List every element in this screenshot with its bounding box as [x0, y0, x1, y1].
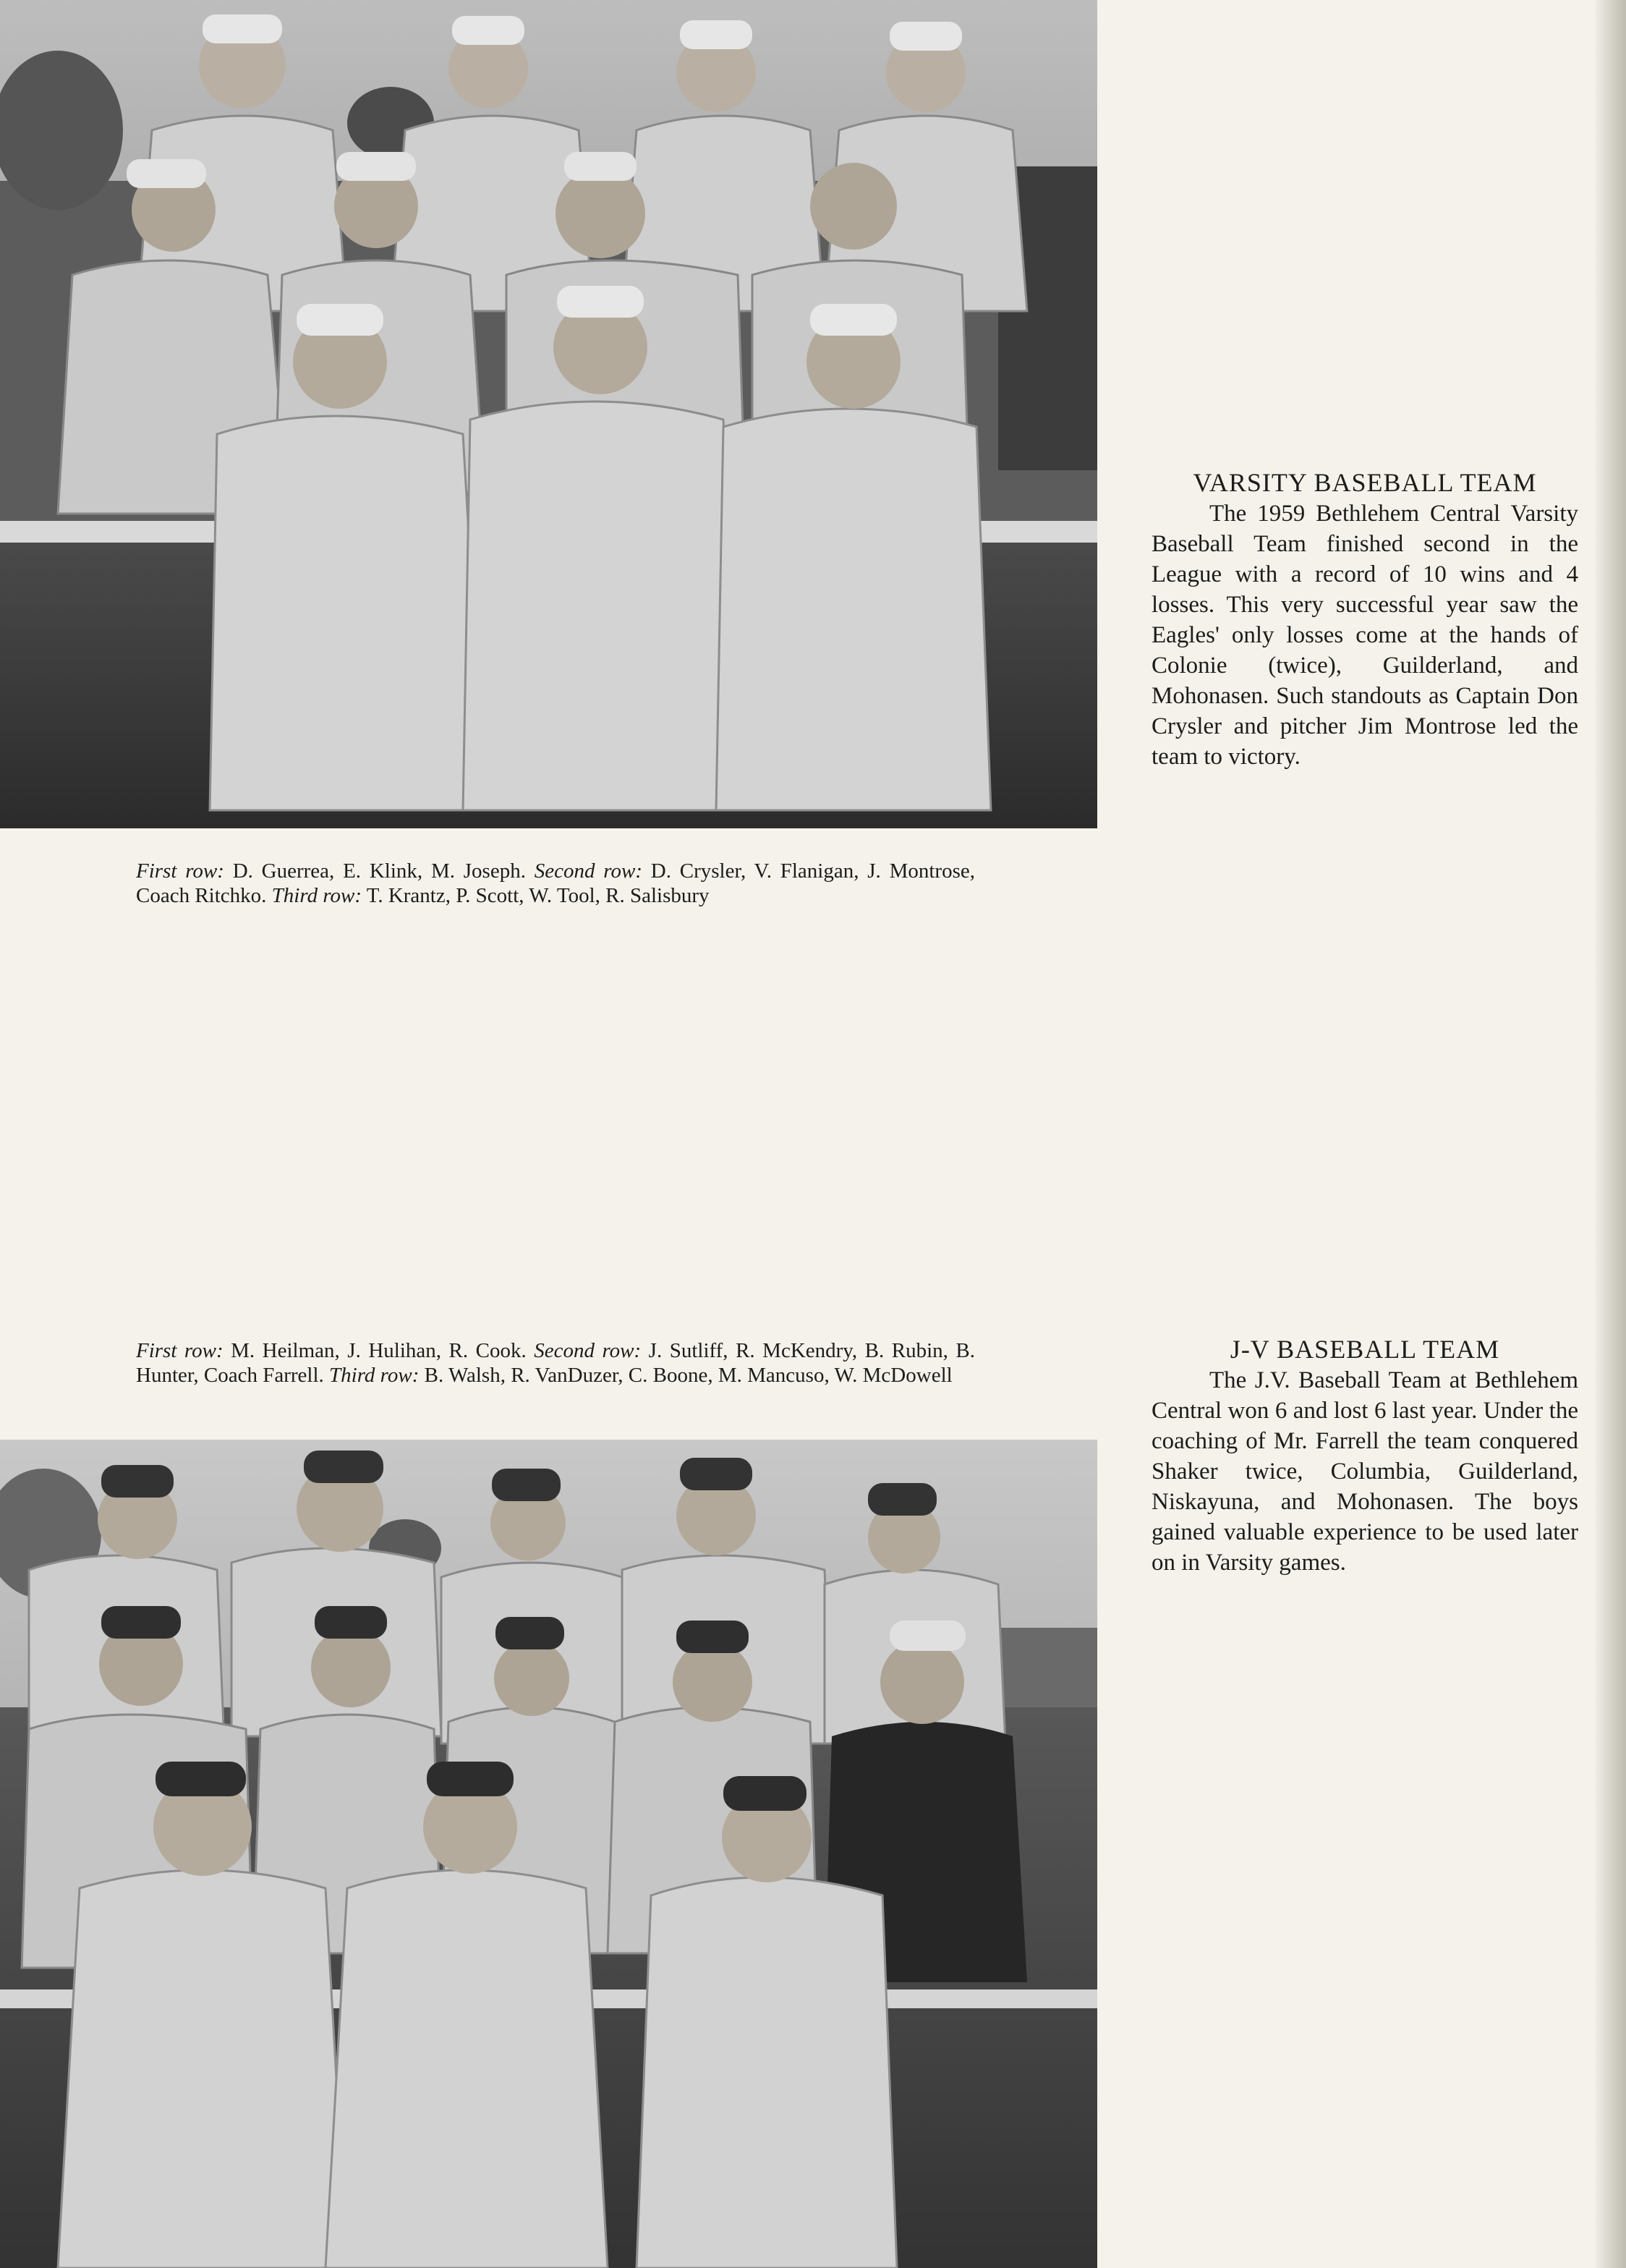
page-gutter-shadow [1596, 0, 1626, 2268]
caption-row-label: Second row: [534, 1339, 642, 1362]
jv-article [1152, 1333, 1578, 1578]
jv-heading: J-V BASEBALL TEAM [1230, 1335, 1500, 1364]
jv-team-photo [0, 1440, 1097, 2268]
caption-row-label: Second row: [534, 859, 642, 883]
varsity-team-photo [0, 0, 1097, 828]
varsity-heading: VARSITY BASEBALL TEAM [1193, 468, 1537, 497]
caption-row-names: D. Crysler, V. Flanigan, J. Montrose, Coach Ritchko. [136, 859, 976, 907]
caption-row-names: J. Sutliff, R. McKendry, B. Rubin, B. Hunter, Coach Farrell. [136, 1339, 976, 1387]
caption-row-label: First row: [136, 1339, 224, 1362]
caption-row-names: M. Heilman, J. Hulihan, R. Cook. [223, 1339, 535, 1362]
caption-row-label: Third row: [271, 884, 362, 907]
jv-body: The J.V. Baseball Team at Bethlehem Central won 6 and lost 6 last year. Under the coaching of Mr. Farrell the team conquered Shaker twice, Columbia, Guilderland, Niskayuna, and Mohonasen. The boys gained valuable experience to be used later on in Varsity games. [1152, 1367, 1578, 1576]
caption-row-names: D. Guerrea, E. Klink, M. Joseph. [224, 859, 535, 883]
caption-row-names: B. Walsh, R. VanDuzer, C. Boone, M. Mancuso, W. McDowell [419, 1364, 953, 1387]
caption-row-label: First row: [136, 859, 224, 883]
varsity-article [1152, 467, 1578, 772]
varsity-photo-caption [136, 859, 975, 908]
varsity-body: The 1959 Bethlehem Central Varsity Baseball Team finished second in the League with a record of 10 wins and 4 losses. This very successful year saw the Eagles' only losses come at the hands of Colonie (twice), Guilderland, and Mohonasen. Such standouts as Captain Don Crysler and pitcher Jim Montrose led the team to victory. [1152, 501, 1578, 770]
caption-row-label: Third row: [329, 1364, 420, 1387]
caption-row-names: T. Krantz, P. Scott, W. Tool, R. Salisbury [362, 884, 710, 907]
jv-photo-caption [136, 1338, 975, 1388]
